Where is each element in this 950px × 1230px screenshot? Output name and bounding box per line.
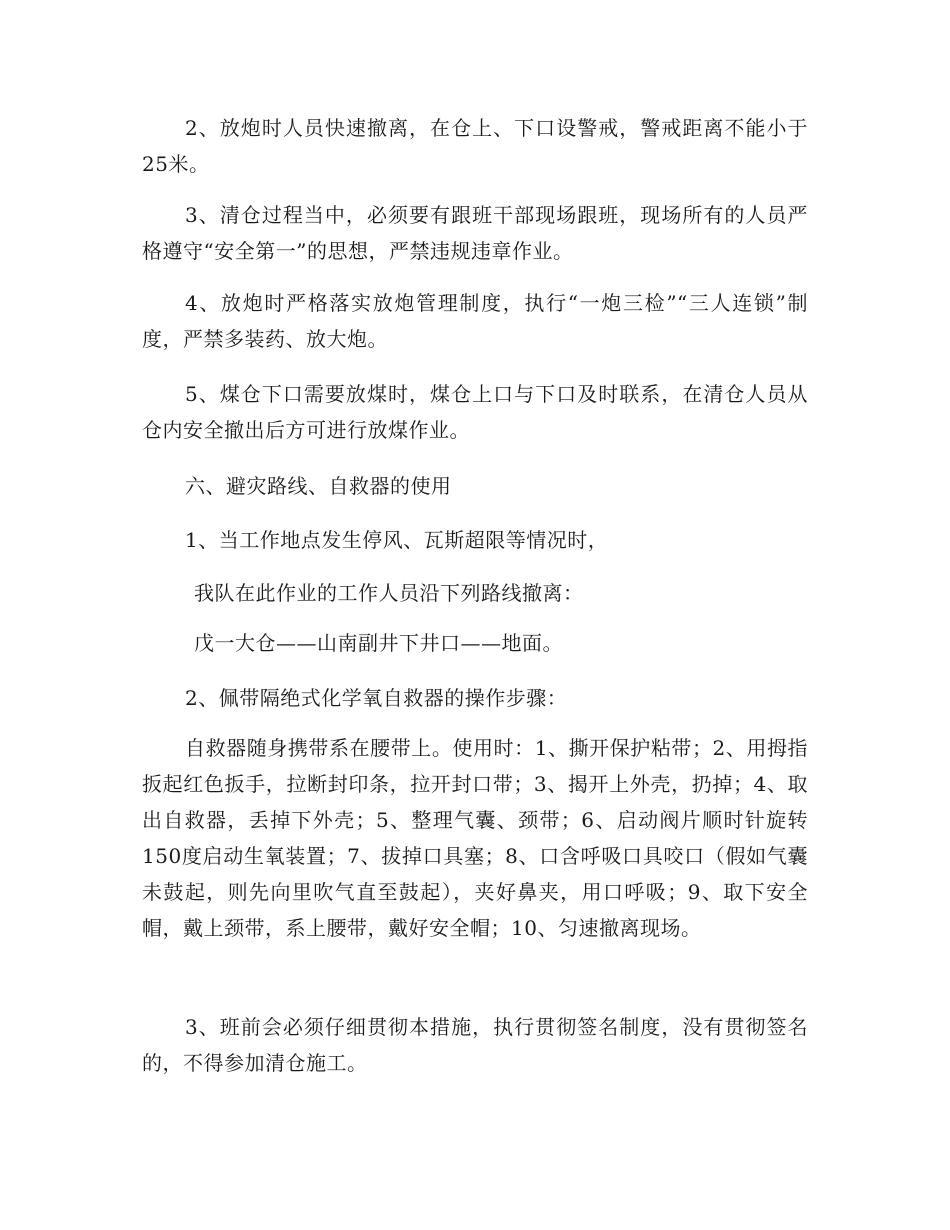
paragraph-evacuation-intro: 我队在此作业的工作人员沿下列路线撤离： [194, 581, 584, 605]
paragraph-evacuation-route: 戊一大仓——山南副井下井口——地面。 [194, 631, 563, 655]
paragraph-gas-condition: 1、当工作地点发生停风、瓦斯超限等情况时， [185, 528, 609, 552]
paragraph-supervision: 3、清仓过程当中，必须要有跟班干部现场跟班，现场所有的人员严格遵守“安全第一”的思想，严禁违规违章作业。 [142, 203, 808, 263]
paragraph-blasting-rules: 4、放炮时严格落实放炮管理制度，执行“一炮三检”“三人连锁”制度，严禁多装药、放大炮。 [142, 291, 808, 351]
paragraph-evacuation-blasting: 2、放炮时人员快速撤离，在仓上、下口设警戒，警戒距离不能小于25米。 [142, 116, 808, 176]
paragraph-pre-shift-meeting: 3、班前会必须仔细贯彻本措施，执行贯彻签名制度，没有贯彻签名的，不得参加清仓施工。 [142, 1015, 808, 1075]
paragraph-self-rescuer-steps: 自救器随身携带系在腰带上。使用时：1、撕开保护粘带；2、用拇指扳起红色扳手，拉断封印条，拉开封口带；3、揭开上外壳，扔掉；4、取出自救器，丢掉下外壳；5、整理气囊、颈带；6、启动阀片顺时针旋转150度启动生氧装置；7、拔掉口具塞；8、口含呼吸口具咬口（假如气囊未鼓起，则先向里吹气直至鼓起），夹好鼻夹，用口呼吸；9、取下安全帽，戴上颈带，系上腰带，戴好安全帽；10、匀速撤离现场。 [142, 736, 808, 940]
paragraph-self-rescuer-heading: 2、佩带隔绝式化学氧自救器的操作步骤： [185, 686, 568, 710]
section-heading-escape-route: 六、避灾路线、自救器的使用 [185, 474, 452, 498]
paragraph-coal-release: 5、煤仓下口需要放煤时，煤仓上口与下口及时联系，在清仓人员从仓内安全撤出后方可进行放煤作业。 [142, 382, 808, 442]
